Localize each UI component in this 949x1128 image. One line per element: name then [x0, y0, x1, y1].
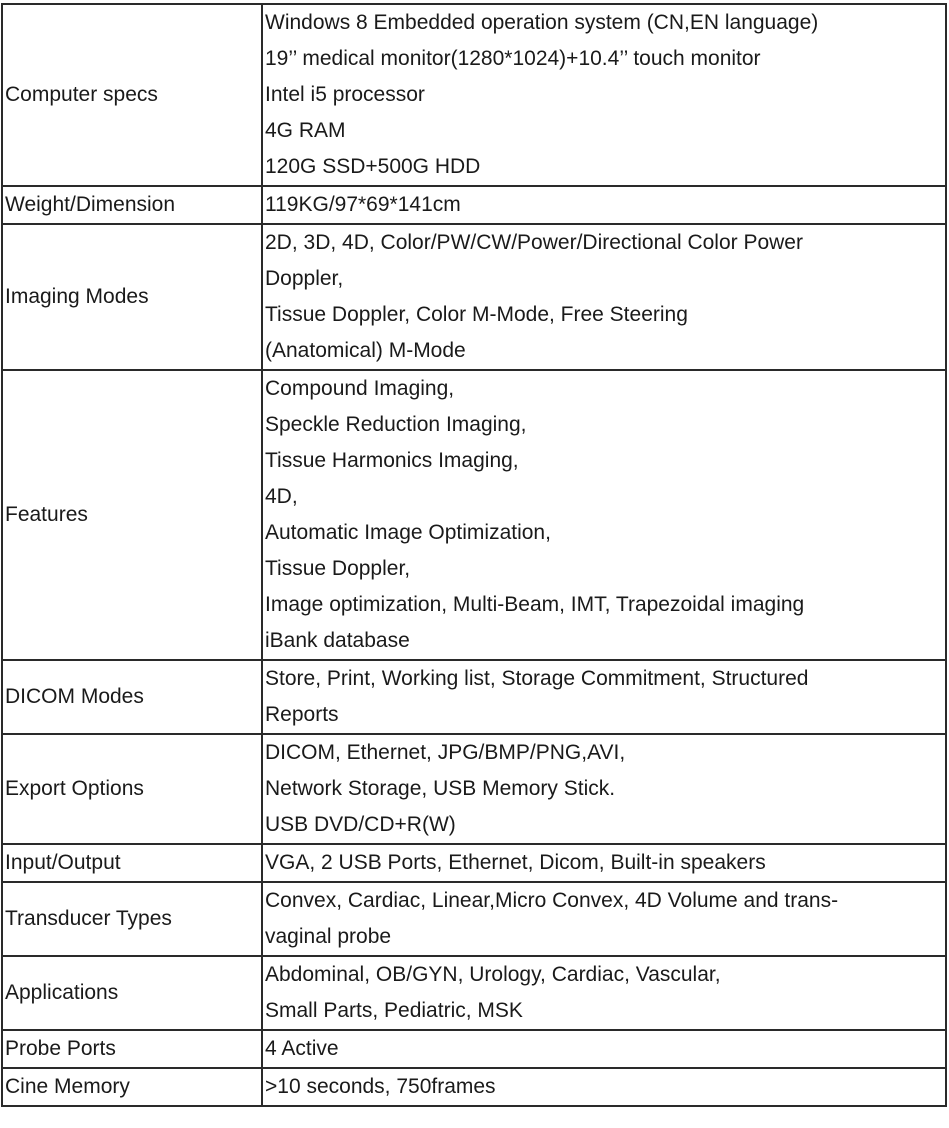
spec-value — [262, 370, 946, 660]
spec-value-line: Speckle Reduction Imaging, — [265, 413, 527, 436]
spec-row — [2, 186, 946, 224]
spec-value-line: Small Parts, Pediatric, MSK — [265, 999, 523, 1022]
spec-value-line: 119KG/97*69*141cm — [265, 193, 461, 216]
spec-value-line: USB DVD/CD+R(W) — [265, 813, 456, 836]
spec-row — [2, 1068, 946, 1106]
spec-value-line: vaginal probe — [265, 925, 392, 948]
spec-value — [262, 186, 946, 224]
spec-value-line: Tissue Harmonics Imaging, — [265, 449, 519, 472]
spec-value — [262, 4, 946, 186]
spec-value-line: Reports — [265, 703, 339, 726]
spec-value-line: Tissue Doppler, — [265, 557, 411, 580]
spec-value-line: Abdominal, OB/GYN, Urology, Cardiac, Vascular, — [265, 963, 721, 986]
spec-value-line: 4 Active — [265, 1037, 339, 1060]
spec-value-line: Convex, Cardiac, Linear,Micro Convex, 4D Volume and trans- — [265, 889, 839, 912]
spec-value-line: Network Storage, USB Memory Stick. — [265, 777, 616, 800]
spec-value-line: DICOM, Ethernet, JPG/BMP/PNG,AVI, — [265, 741, 626, 764]
spec-value-line: Compound Imaging, — [265, 377, 455, 400]
spec-value-line: 120G SSD+500G HDD — [265, 155, 481, 178]
spec-row — [2, 660, 946, 734]
spec-value-line: 4G RAM — [265, 119, 346, 142]
spec-value — [262, 224, 946, 370]
spec-value — [262, 956, 946, 1030]
spec-row — [2, 734, 946, 844]
spec-row — [2, 4, 946, 186]
spec-label: Computer specs — [2, 4, 262, 186]
spec-value-line: (Anatomical) M-Mode — [265, 339, 466, 362]
spec-value — [262, 1030, 946, 1068]
spec-row — [2, 1030, 946, 1068]
spec-value-line: 4D, — [265, 485, 298, 508]
spec-row — [2, 370, 946, 660]
spec-value-line: Doppler, — [265, 267, 344, 290]
spec-value — [262, 844, 946, 882]
spec-label: Probe Ports — [2, 1030, 262, 1068]
spec-value-line: >10 seconds, 750frames — [265, 1075, 496, 1098]
spec-value — [262, 882, 946, 956]
spec-value — [262, 1068, 946, 1106]
spec-table-body — [2, 4, 946, 1106]
spec-value-line: Tissue Doppler, Color M-Mode, Free Steering — [265, 303, 688, 326]
spec-value-line: 19’’ medical monitor(1280*1024)+10.4’’ touch monitor — [265, 47, 761, 70]
spec-value — [262, 734, 946, 844]
spec-value-line: Image optimization, Multi-Beam, IMT, Trapezoidal imaging — [265, 593, 805, 616]
spec-value-line: Automatic Image Optimization, — [265, 521, 551, 544]
spec-label: Weight/Dimension — [2, 186, 262, 224]
spec-row — [2, 956, 946, 1030]
spec-value-line: Intel i5 processor — [265, 83, 425, 106]
spec-label: Imaging Modes — [2, 224, 262, 370]
spec-value-line: Store, Print, Working list, Storage Commitment, Structured — [265, 667, 809, 690]
spec-label: DICOM Modes — [2, 660, 262, 734]
spec-label: Input/Output — [2, 844, 262, 882]
spec-row — [2, 882, 946, 956]
spec-row — [2, 224, 946, 370]
spec-label: Cine Memory — [2, 1068, 262, 1106]
spec-value-line: VGA, 2 USB Ports, Ethernet, Dicom, Built-in speakers — [265, 851, 766, 874]
spec-value-line: Windows 8 Embedded operation system (CN,EN language) — [265, 11, 819, 34]
spec-label: Applications — [2, 956, 262, 1030]
spec-value-line: 2D, 3D, 4D, Color/PW/CW/Power/Directional Color Power — [265, 231, 803, 254]
spec-label: Transducer Types — [2, 882, 262, 956]
spec-label: Export Options — [2, 734, 262, 844]
spec-value — [262, 660, 946, 734]
spec-value-line: iBank database — [265, 629, 410, 652]
spec-row — [2, 844, 946, 882]
spec-table — [1, 3, 947, 1107]
spec-label: Features — [2, 370, 262, 660]
